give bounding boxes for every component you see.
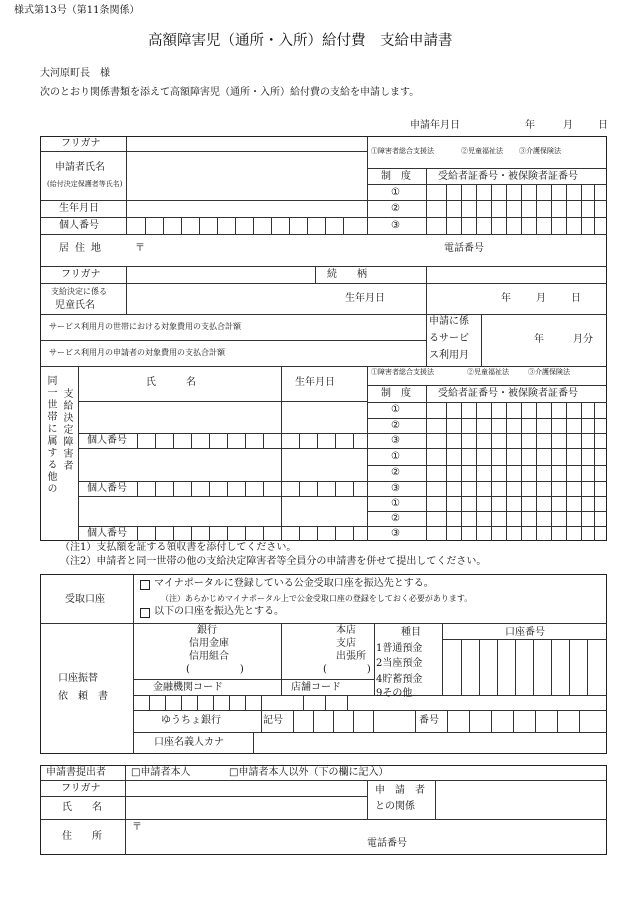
applicant-section [40, 136, 607, 541]
yucho-label: ゆうちょ銀行 [161, 715, 221, 726]
option1-checkbox[interactable] [140, 580, 150, 590]
submitter-address-label: 住 所 [62, 831, 102, 842]
form-number: 様式第13号（第11条関係） [14, 5, 140, 16]
form-title: 高額障害児（通所・入所）給付費 支給申請書 [148, 33, 453, 49]
law1-label: ①障害者総合支援法 [371, 147, 434, 155]
seido-mark-a1: ① [391, 404, 400, 415]
seido-mark-a2: ② [391, 420, 400, 431]
seido-mark-b1: ① [391, 451, 400, 462]
holder-label: 口座名義人カナ [154, 737, 224, 748]
account-no-label: 口座番号 [505, 627, 545, 638]
law3-label: ③介護保険法 [519, 147, 561, 155]
submitter-furigana-label: フリガナ [61, 783, 101, 794]
bank-code-label: 金融機関コード [153, 682, 223, 693]
branch-paren: ( ) [323, 664, 371, 675]
date-year: 年 [525, 120, 535, 131]
option1-note: （注）あらかじめマイナポータル上で公金受取口座の登録をしておく必要があります。 [161, 594, 473, 603]
note-1: （注1）支払額を証する領収書を添付してください。 [60, 542, 297, 553]
kind-2: 2当座預金 [376, 658, 423, 669]
shutchosho-label: 出張所 [336, 651, 366, 662]
branch-code-label: 店舗コード [291, 682, 341, 693]
address-label: 居住地 [59, 243, 107, 254]
child-name-label-1: 支給決定に係る [51, 287, 107, 296]
submitter-self[interactable]: □申請者本人 [131, 767, 191, 778]
seido-mark-c1: ① [391, 498, 400, 509]
seido-mark-2: ② [391, 203, 400, 214]
law1-label-2: ①障害者総合支援法 [371, 368, 434, 376]
intro-text: 次のとおり関係書類を添えて高額障害児（通所・入所）給付費の支給を申請します。 [40, 87, 420, 98]
relation-label: 続 柄 [327, 269, 367, 280]
household-vertical-label: 同一世帯に属する他の [45, 375, 56, 495]
address-postal: 〒 [135, 243, 145, 254]
shinkumi-label: 信用組合 [189, 651, 229, 662]
seido-mark-1: ① [391, 187, 400, 198]
kigou-label: 記号 [263, 715, 283, 726]
account-section [40, 574, 607, 754]
kind-4: 4貯蓄預金 [376, 674, 423, 685]
seido-mark-b3: ③ [391, 483, 400, 494]
date-day: 日 [598, 120, 608, 131]
submitter-postal: 〒 [132, 822, 142, 833]
child-furigana-label: フリガナ [61, 269, 101, 280]
child-birth-month: 月 [536, 293, 546, 304]
shiten-label: 支店 [336, 638, 356, 649]
option1-label: マイナポータルに登録している公金受取口座を振込先とする。 [154, 578, 434, 589]
service-month-label-1: 申請に係 [429, 316, 469, 327]
seido-header: 制 度 [381, 171, 411, 182]
child-birth-day: 日 [571, 293, 581, 304]
seido-mark-b2: ② [391, 467, 400, 478]
applicant-cost-label: サービス利用月の申請者の対象費用の支払合計額 [49, 348, 225, 357]
submitter-other[interactable]: □申請者本人以外（下の欄に記入） [229, 767, 389, 778]
applicant-name-note: (給付決定保護者等氏名) [47, 180, 123, 188]
household-vertical-label-2: 支給決定障害者 [61, 388, 72, 472]
household-kojin-label-3: 個人番号 [87, 528, 127, 539]
kind-1: 1普通預金 [376, 643, 423, 654]
law2-label-2: ②児童福祉法 [467, 368, 509, 376]
child-name-label-2: 児童氏名 [55, 300, 95, 311]
seido-mark-c3: ③ [391, 528, 400, 539]
law2-label: ②児童福祉法 [461, 147, 503, 155]
service-month-label-3: ス利用月 [429, 350, 469, 361]
application-date-label: 申請年月日 [410, 120, 460, 131]
applicant-furigana-label: フリガナ [61, 138, 101, 149]
service-month: 月分 [573, 334, 593, 345]
bank-label: 銀行 [197, 625, 217, 636]
submitter-label: 申請書提出者 [46, 767, 106, 778]
seido-mark-c2: ② [391, 513, 400, 524]
account-label: 受取口座 [65, 594, 105, 605]
applicant-kojin-label: 個人番号 [59, 220, 99, 231]
option2-checkbox[interactable] [140, 608, 150, 618]
number-header: 受給者証番号・被保険者証番号 [438, 171, 578, 182]
transfer-label-1: 口座振替 [58, 673, 98, 684]
bangou-label: 番号 [419, 715, 439, 726]
child-birth-year: 年 [501, 293, 511, 304]
service-month-label-2: るサービ [429, 333, 469, 344]
number-header-2: 受給者証番号・被保険者証番号 [438, 388, 578, 399]
bank-paren: ( ) [186, 664, 244, 675]
shinkin-label: 信用金庫 [189, 638, 229, 649]
household-name-header: 氏 名 [146, 377, 196, 388]
household-birth-header: 生年月日 [295, 377, 335, 388]
phone-label: 電話番号 [444, 243, 484, 254]
seido-mark-a3: ③ [391, 435, 400, 446]
household-cost-label: サービス利用月の世帯における対象費用の支払合計額 [49, 322, 241, 331]
addressee: 大河原町長 様 [40, 68, 110, 79]
seido-mark-3: ③ [391, 220, 400, 231]
kind-label: 種目 [401, 627, 421, 638]
submitter-phone-label: 電話番号 [367, 838, 407, 849]
household-kojin-label-1: 個人番号 [87, 435, 127, 446]
relation-label-2: との関係 [375, 801, 415, 812]
date-month: 月 [563, 120, 573, 131]
honten-label: 本店 [336, 625, 356, 636]
note-2: （注2）申請者と同一世帯の他の支給決定障害者等全員分の申請書を併せて提出してください。 [60, 556, 487, 567]
kind-9: 9その他 [376, 688, 413, 699]
child-birth-label: 生年月日 [345, 293, 385, 304]
transfer-label-2: 依 頼 書 [58, 691, 108, 702]
applicant-name-label: 申請者氏名 [55, 162, 105, 173]
submitter-section [40, 765, 607, 855]
seido-header-2: 制 度 [381, 388, 411, 399]
service-year: 年 [534, 334, 544, 345]
applicant-birth-label: 生年月日 [59, 203, 99, 214]
household-kojin-label-2: 個人番号 [87, 483, 127, 494]
relation-label-1: 申 請 者 [375, 785, 425, 796]
option2-label: 以下の口座を振込先とする。 [154, 606, 284, 617]
law3-label-2: ③介護保険法 [528, 368, 570, 376]
submitter-name-label: 氏 名 [62, 802, 102, 813]
